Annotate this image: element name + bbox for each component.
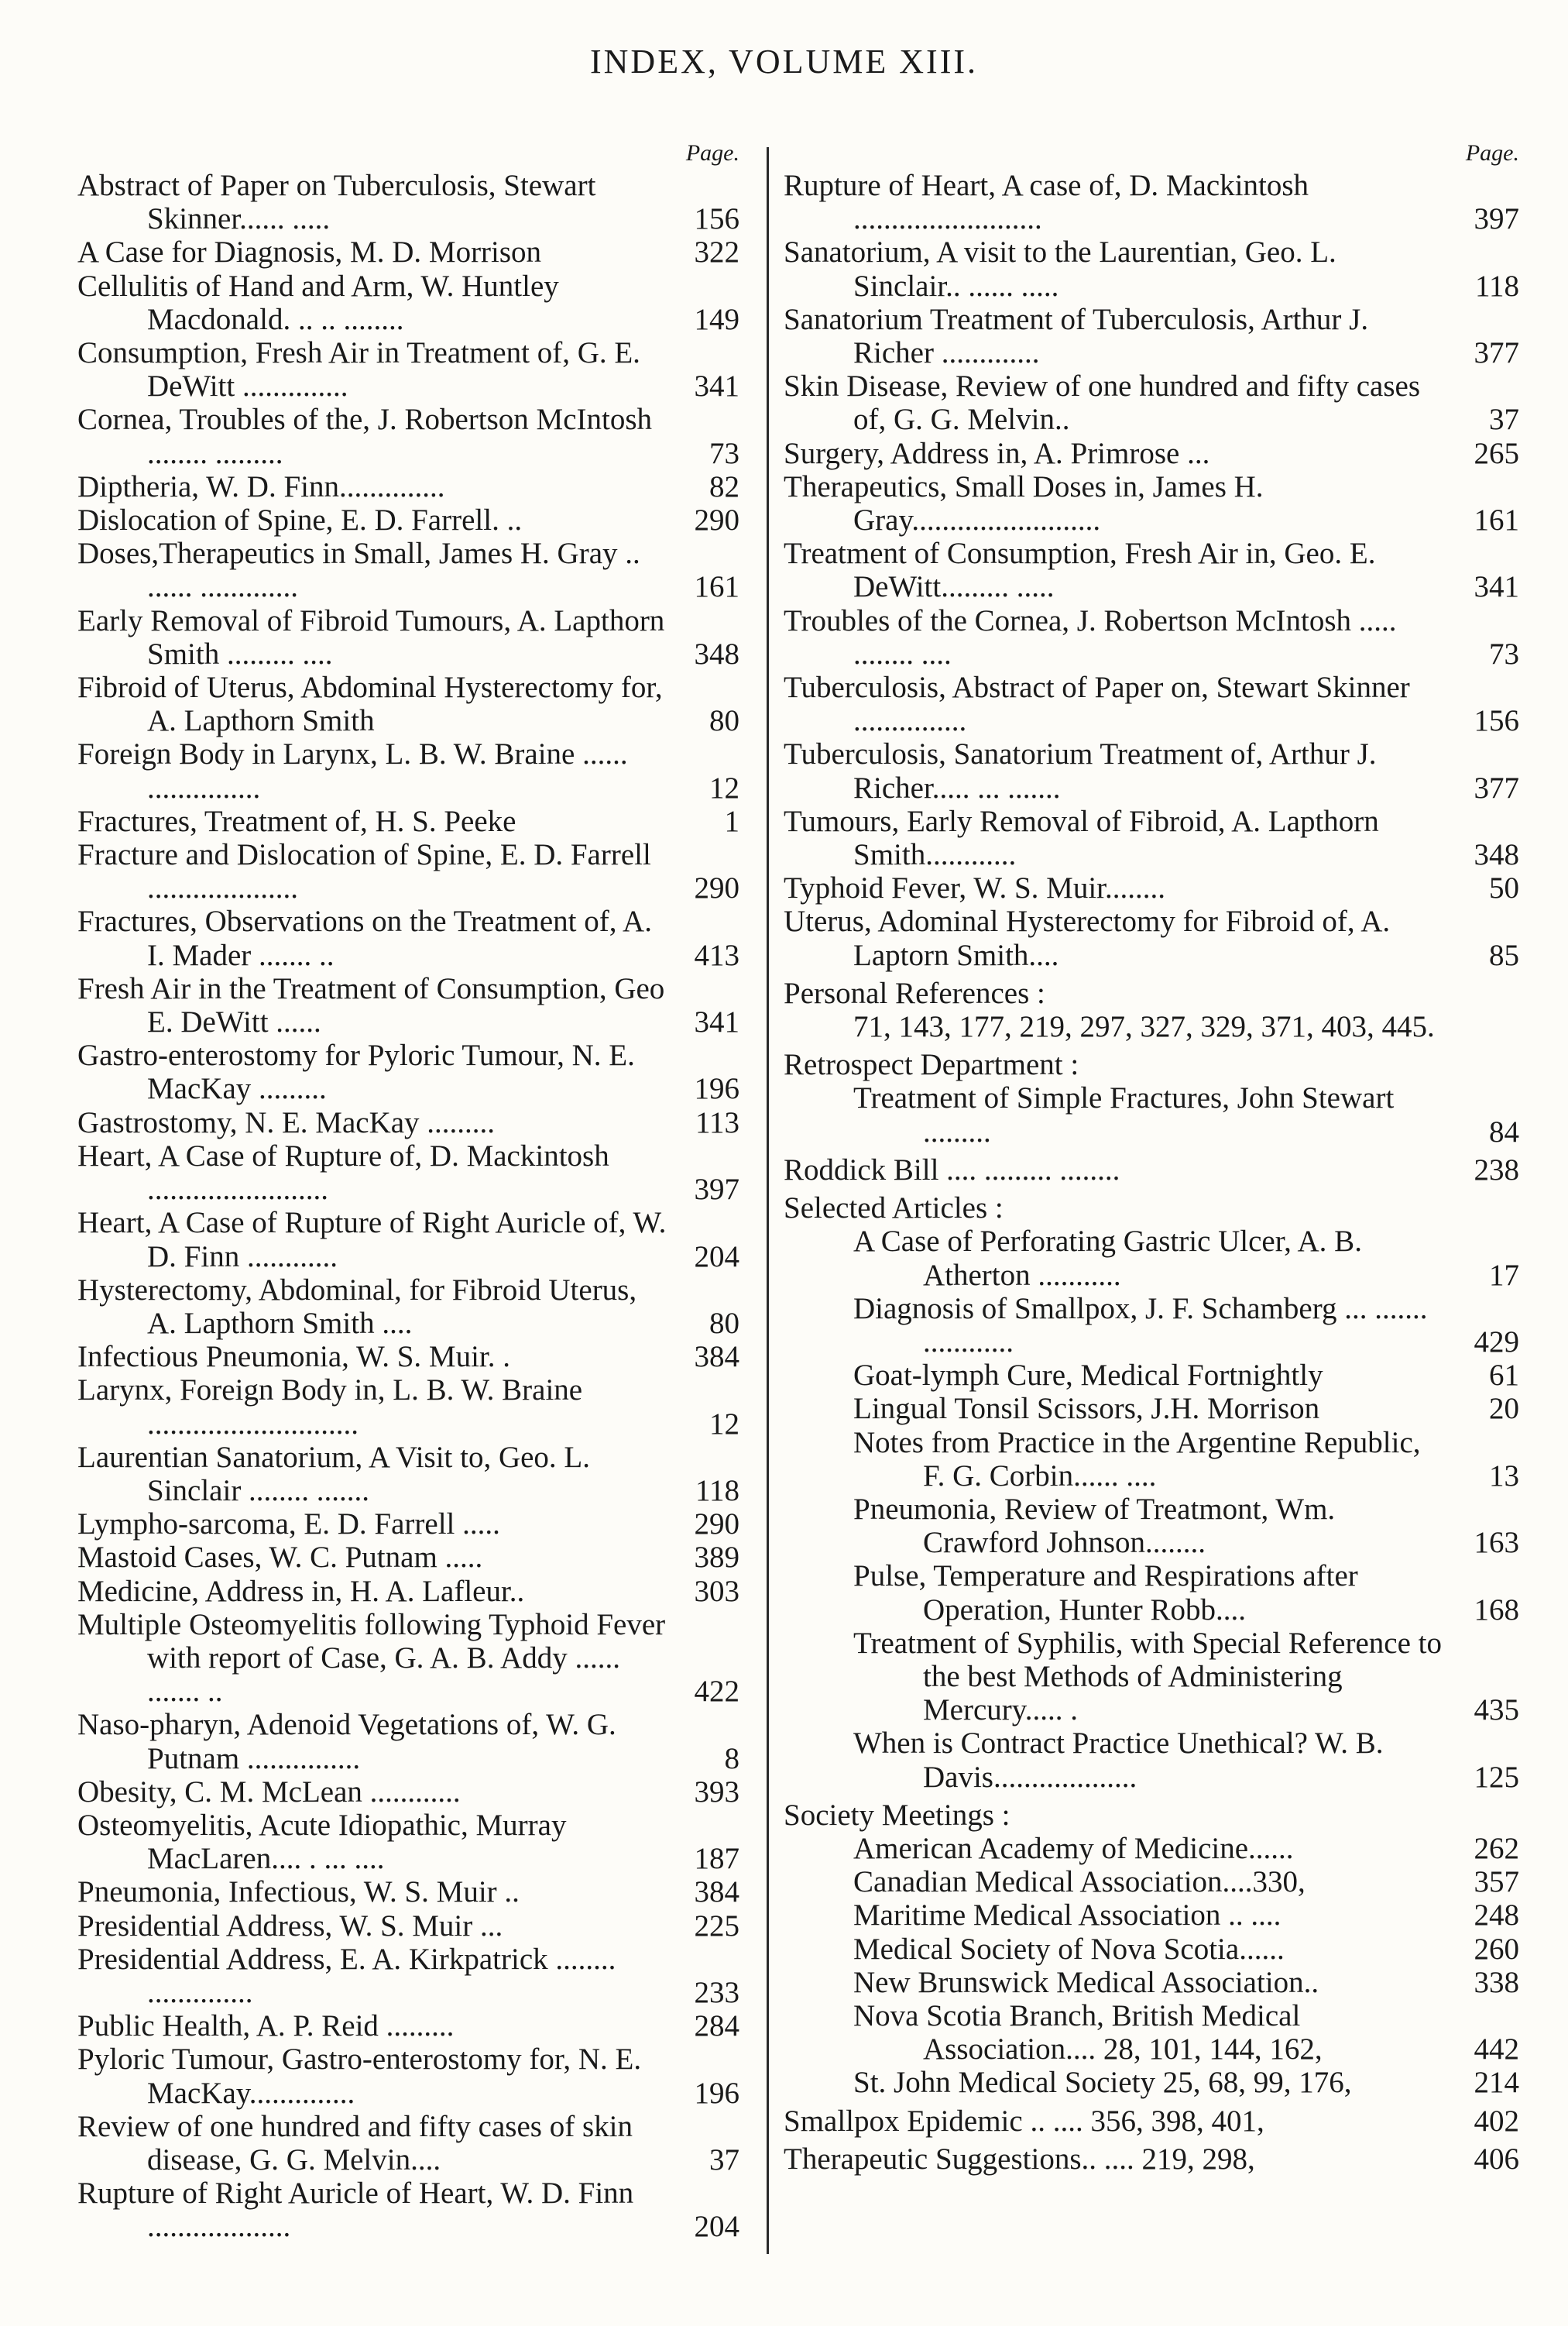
entry-page: 161: [1474, 503, 1519, 538]
entry-page: 290: [694, 1507, 739, 1541]
entry-text: Pulse, Temperature and Respirations after Operation, Hunter Robb....: [853, 1559, 1358, 1627]
entry-text: Smallpox Epidemic .. .... 356, 398, 401,: [784, 2104, 1264, 2138]
entry-page: 348: [1474, 838, 1519, 872]
index-entry: [77, 503, 739, 537]
entry-text: Medicine, Address in, H. A. Lafleur..: [77, 1574, 525, 1608]
entry-page: 149: [694, 302, 739, 336]
index-entry: [784, 1726, 1519, 1793]
entry-text: When is Contract Practice Unethical? W. B. Davis...................: [853, 1726, 1384, 1794]
entry-page: 422: [694, 1675, 739, 1709]
entry-page: 377: [1474, 771, 1519, 805]
column-divider: [767, 147, 769, 2254]
entry-text: Multiple Osteomyelitis following Typhoid Fever with report of Case, G. A. B. Addy ...... ....... ..: [77, 1607, 666, 1709]
entry-page: 20: [1489, 1392, 1519, 1426]
left-index-list: [77, 169, 739, 2244]
entry-page: 12: [709, 1407, 739, 1441]
entry-text: Pneumonia, Review of Treatmont, Wm. Crawford Johnson........: [853, 1492, 1336, 1560]
entry-page: 225: [694, 1909, 739, 1943]
retrospect-list: [784, 1081, 1519, 1148]
entry-text: Treatment of Syphilis, with Special Reference to the best Methods of Administering Mercury..... .: [853, 1626, 1442, 1727]
index-entry: [77, 1608, 739, 1709]
entry-page: 80: [709, 1306, 739, 1340]
entry-page: 303: [694, 1574, 739, 1608]
entry-page: 393: [694, 1775, 739, 1809]
index-entry: [784, 369, 1519, 436]
index-entry: [784, 2066, 1519, 2099]
index-entry: [77, 270, 739, 336]
index-entry: [784, 1865, 1519, 1898]
index-entry: [77, 2110, 739, 2177]
entry-page: 17: [1489, 1258, 1519, 1292]
entry-text: Cellulitis of Hand and Arm, W. Huntley Macdonald. .. .. ........: [77, 269, 559, 336]
entry-page: 8: [724, 1741, 739, 1775]
index-entry: [784, 470, 1519, 537]
entry-page: 1: [724, 804, 739, 838]
entry-text: Lympho-sarcoma, E. D. Farrell .....: [77, 1507, 500, 1541]
index-entry: [784, 1392, 1519, 1425]
entry-page: 85: [1489, 938, 1519, 972]
personal-references-pages: 71, 143, 177, 219, 297, 327, 329, 371, 403, 445.: [853, 1010, 1435, 1044]
entry-page: 322: [694, 235, 739, 270]
index-entry: [784, 1153, 1519, 1187]
right-index-list: [784, 169, 1519, 972]
entry-text: A Case for Diagnosis, M. D. Morrison: [77, 235, 542, 270]
index-entry: [784, 1081, 1519, 1148]
index-entry: [77, 1340, 739, 1373]
entry-text: Diptheria, W. D. Finn..............: [77, 469, 445, 503]
entry-text: Roddick Bill .... ......... ........: [784, 1153, 1120, 1187]
entry-text: Sanatorium, A visit to the Laurentian, Geo. L. Sinclair.. ...... .....: [784, 235, 1336, 303]
entry-text: Pyloric Tumour, Gastro-enterostomy for, N. E. MacKay..............: [77, 2043, 642, 2110]
entry-page: 204: [694, 1239, 739, 1273]
section-heading: Personal References :: [784, 976, 1045, 1010]
entry-text: Treatment of Consumption, Fresh Air in, Geo. E. DeWitt......... .....: [784, 537, 1376, 604]
retrospect-section: [784, 1048, 1519, 1149]
index-entry: [784, 1898, 1519, 1932]
page-title: INDEX, VOLUME XIII.: [590, 43, 978, 81]
entry-text: Early Removal of Fibroid Tumours, A. Lapthorn Smith ......... ....: [77, 603, 665, 671]
entry-page: 118: [1474, 269, 1519, 303]
left-column: [77, 138, 739, 2244]
index-entry: [77, 1507, 739, 1541]
entry-text: Dislocation of Spine, E. D. Farrell. ..: [77, 503, 523, 538]
entry-page: 214: [1474, 2066, 1519, 2100]
index-entry: [77, 1273, 739, 1340]
index-entry: [784, 1999, 1519, 2066]
section-heading: Society Meetings :: [784, 1798, 1010, 1832]
index-entry: [77, 336, 739, 403]
entry-text: Fracture and Dislocation of Spine, E. D. Farrell ....................: [77, 838, 651, 905]
entry-text: Maritime Medical Association .. ....: [853, 1898, 1282, 1933]
index-entry: [77, 972, 739, 1039]
entry-page: 13: [1489, 1458, 1519, 1493]
entry-page: 196: [694, 1072, 739, 1106]
entry-text: Nova Scotia Branch, British Medical Association.... 28, 101, 144, 162,: [853, 1998, 1323, 2067]
index-entry: [784, 604, 1519, 671]
entry-text: Canadian Medical Association....330,: [853, 1865, 1306, 1899]
entry-page: 262: [1474, 1831, 1519, 1865]
entry-page: 82: [709, 469, 739, 503]
entry-text: Rupture of Heart, A case of, D. Mackintosh .........................: [784, 169, 1309, 236]
entry-text: Sanatorium Treatment of Tuberculosis, Arthur J. Richer .............: [784, 302, 1369, 370]
index-entry: [77, 235, 739, 269]
page-column-header: Page.: [1465, 140, 1519, 166]
entry-text: Fractures, Observations on the Treatment of, A. I. Mader ....... ..: [77, 905, 652, 972]
page-column-header: Page.: [685, 140, 739, 166]
society-meetings-list: [784, 1832, 1519, 2100]
index-entry: [77, 1373, 739, 1440]
entry-text: Tuberculosis, Sanatorium Treatment of, Arthur J. Richer..... ... .......: [784, 737, 1377, 805]
entry-page: 113: [695, 1105, 739, 1139]
selected-articles-section: [784, 1191, 1519, 1794]
therapeutic-section: [784, 2142, 1519, 2176]
index-entry: [784, 737, 1519, 804]
entry-text: Rupture of Right Auricle of Heart, W. D. Finn ...................: [77, 2177, 634, 2244]
entry-text: American Academy of Medicine......: [853, 1831, 1294, 1865]
index-entry: [784, 2104, 1519, 2138]
entry-text: Infectious Pneumonia, W. S. Muir. .: [77, 1340, 510, 1374]
index-entry: [784, 1627, 1519, 1727]
entry-text: Foreign Body in Larynx, L. B. W. Braine ...... ...............: [77, 737, 628, 805]
entry-page: 156: [694, 202, 739, 236]
index-entry: [77, 671, 739, 737]
entry-text: Laurentian Sanatorium, A Visit to, Geo. L. Sinclair ........ .......: [77, 1440, 591, 1507]
entry-text: A Case of Perforating Gastric Ulcer, A. B. Atherton ...........: [853, 1225, 1362, 1292]
entry-page: 384: [694, 1340, 739, 1374]
entry-page: 161: [694, 570, 739, 604]
entry-text: Notes from Practice in the Argentine Republic, F. G. Corbin...... ....: [853, 1425, 1421, 1493]
entry-page: 37: [709, 2142, 739, 2177]
personal-references-section: [784, 977, 1519, 1043]
index-entry: [77, 1206, 739, 1273]
entry-page: 204: [694, 2210, 739, 2244]
entry-page: 61: [1489, 1359, 1519, 1393]
entry-text: Diagnosis of Smallpox, J. F. Schamberg ... ....... ............: [853, 1291, 1428, 1359]
index-entry: [77, 1106, 739, 1139]
index-entry: [77, 470, 739, 503]
index-entry: [77, 1943, 739, 2009]
entry-text: Abstract of Paper on Tuberculosis, Stewart Skinner...... .....: [77, 169, 596, 236]
index-entry: [77, 1809, 739, 1875]
entry-page: 377: [1474, 336, 1519, 370]
index-entry: [77, 838, 739, 905]
index-entry: [784, 437, 1519, 470]
smallpox-section: [784, 2104, 1519, 2138]
entry-text: New Brunswick Medical Association..: [853, 1965, 1319, 1999]
index-entry: [784, 871, 1519, 905]
entry-page: 260: [1474, 1932, 1519, 1966]
entry-page: 397: [1474, 202, 1519, 236]
index-entry: [784, 671, 1519, 737]
entry-text: Gastrostomy, N. E. MacKay .........: [77, 1105, 496, 1139]
entry-text: Presidential Address, W. S. Muir ...: [77, 1909, 503, 1943]
index-entry: [77, 537, 739, 603]
entry-text: Larynx, Foreign Body in, L. B. W. Braine ............................: [77, 1373, 583, 1441]
index-entry: [77, 1541, 739, 1574]
entry-text: Tuberculosis, Abstract of Paper on, Stewart Skinner ...............: [784, 671, 1410, 738]
entry-page: 341: [694, 1005, 739, 1039]
entry-page: 187: [694, 1842, 739, 1876]
index-entry: [784, 1966, 1519, 1999]
index-entry: [784, 303, 1519, 369]
entry-text: Gastro-enterostomy for Pyloric Tumour, N. E. MacKay .........: [77, 1039, 635, 1106]
entry-text: Typhoid Fever, W. S. Muir........: [784, 871, 1165, 905]
entry-page: 12: [709, 771, 739, 805]
entry-page: 37: [1489, 403, 1519, 437]
entry-text: Lingual Tonsil Scissors, J.H. Morrison: [853, 1392, 1320, 1426]
index-entry: [784, 537, 1519, 603]
index-entry: [784, 1225, 1519, 1291]
entry-text: Skin Disease, Review of one hundred and fifty cases of, G. G. Melvin..: [784, 369, 1421, 437]
index-entry: [784, 2142, 1519, 2176]
entry-text: Public Health, A. P. Reid .........: [77, 2009, 455, 2043]
entry-page: 168: [1474, 1592, 1519, 1627]
entry-page: 402: [1474, 2104, 1519, 2138]
entry-page: 284: [694, 2009, 739, 2043]
selected-articles-list: [784, 1225, 1519, 1793]
entry-page: 118: [695, 1473, 739, 1507]
entry-page: 248: [1474, 1898, 1519, 1933]
entry-text: Mastoid Cases, W. C. Putnam .....: [77, 1541, 483, 1575]
entry-text: Troubles of the Cornea, J. Robertson McIntosh ..... ........ ....: [784, 603, 1397, 671]
index-entry: [77, 1575, 739, 1608]
entry-text: St. John Medical Society 25, 68, 99, 176,: [853, 2066, 1352, 2100]
entry-text: Pneumonia, Infectious, W. S. Muir ..: [77, 1875, 520, 1909]
entry-text: Consumption, Fresh Air in Treatment of, G. E. DeWitt ..............: [77, 336, 640, 404]
entry-page: 442: [1474, 2032, 1519, 2067]
entry-page: 196: [694, 2076, 739, 2110]
entry-text: Cornea, Troubles of the, J. Robertson McIntosh ........ .........: [77, 403, 653, 470]
index-entry: [784, 1292, 1519, 1359]
entry-text: Doses,Therapeutics in Small, James H. Gray .. ...... .............: [77, 537, 640, 604]
index-entry: [77, 403, 739, 469]
entry-page: 389: [694, 1541, 739, 1575]
index-entry: [784, 1933, 1519, 1966]
entry-page: 125: [1474, 1760, 1519, 1794]
entry-text: Treatment of Simple Fractures, John Stewart .........: [853, 1081, 1395, 1149]
entry-page: 348: [694, 637, 739, 671]
index-entry: [77, 737, 739, 804]
entry-page: 341: [694, 369, 739, 404]
entry-text: Obesity, C. M. McLean ............: [77, 1775, 461, 1809]
index-entry: [784, 1493, 1519, 1559]
entry-page: 84: [1489, 1115, 1519, 1149]
entry-page: 73: [709, 436, 739, 470]
entry-page: 156: [1474, 704, 1519, 738]
entry-page: 163: [1474, 1526, 1519, 1560]
entry-text: Heart, A Case of Rupture of Right Auricle of, W. D. Finn ............: [77, 1206, 667, 1273]
index-entry: [77, 1909, 739, 1943]
entry-text: Medical Society of Nova Scotia......: [853, 1932, 1285, 1966]
entry-page: 413: [694, 938, 739, 972]
entry-page: 397: [694, 1173, 739, 1207]
index-entry: [77, 805, 739, 838]
entry-page: 338: [1474, 1965, 1519, 1999]
entry-text: Naso-pharyn, Adenoid Vegetations of, W. G. Putnam ...............: [77, 1708, 616, 1775]
entry-page: 357: [1474, 1865, 1519, 1899]
index-entry: [77, 1441, 739, 1507]
right-column: [784, 138, 1519, 2176]
entry-text: Osteomyelitis, Acute Idiopathic, Murray MacLaren.... . ... ....: [77, 1808, 567, 1876]
entry-page: 50: [1489, 871, 1519, 905]
entry-page: 233: [694, 1975, 739, 2009]
entry-text: Tumours, Early Removal of Fibroid, A. Lapthorn Smith............: [784, 804, 1379, 872]
entry-text: Fresh Air in the Treatment of Consumption, Geo E. DeWitt ......: [77, 971, 665, 1039]
entry-text: Review of one hundred and fifty cases of skin disease, G. G. Melvin....: [77, 2109, 633, 2177]
index-entry: [77, 1708, 739, 1775]
section-heading: Retrospect Department :: [784, 1048, 1079, 1082]
entry-text: Surgery, Address in, A. Primrose ...: [784, 436, 1210, 470]
entry-page: 238: [1474, 1153, 1519, 1187]
entry-text: Therapeutic Suggestions.. .... 219, 298,: [784, 2142, 1255, 2176]
index-entry: [784, 1426, 1519, 1493]
index-entry: [77, 1039, 739, 1105]
index-entry: [77, 905, 739, 971]
index-entry: [77, 2043, 739, 2109]
entry-page: 406: [1474, 2142, 1519, 2176]
entry-page: 435: [1474, 1693, 1519, 1727]
index-entry: [784, 235, 1519, 302]
entry-text: Uterus, Adominal Hysterectomy for Fibroid of, A. Laptorn Smith....: [784, 905, 1391, 972]
entry-text: Fibroid of Uterus, Abdominal Hysterectomy for, A. Lapthorn Smith: [77, 671, 663, 738]
entry-text: Presidential Address, E. A. Kirkpatrick ........ ..............: [77, 1942, 616, 2009]
entry-text: Fractures, Treatment of, H. S. Peeke: [77, 804, 516, 838]
index-entry: [77, 2009, 739, 2043]
entry-page: 265: [1474, 436, 1519, 470]
roddick-section: [784, 1153, 1519, 1187]
index-entry: [77, 604, 739, 671]
entry-text: Heart, A Case of Rupture of, D. Mackintosh ........................: [77, 1139, 609, 1207]
entry-text: Hysterectomy, Abdominal, for Fibroid Uterus, A. Lapthorn Smith ....: [77, 1273, 637, 1340]
index-entry: [784, 1359, 1519, 1392]
index-entry: [77, 1875, 739, 1909]
entry-page: 290: [694, 503, 739, 538]
index-entry: [77, 1139, 739, 1206]
index-entry: [784, 1832, 1519, 1865]
entry-page: 290: [694, 871, 739, 905]
entry-page: 73: [1489, 637, 1519, 671]
index-entry: [77, 1775, 739, 1809]
entry-text: Goat-lymph Cure, Medical Fortnightly: [853, 1359, 1323, 1393]
society-meetings-section: [784, 1799, 1519, 2100]
entry-page: 429: [1474, 1324, 1519, 1359]
entry-page: 341: [1474, 570, 1519, 604]
index-entry: [77, 169, 739, 235]
index-entry: [784, 805, 1519, 871]
entry-text: Therapeutics, Small Doses in, James H. Gray.........................: [784, 469, 1264, 538]
entry-page: 80: [709, 704, 739, 738]
section-heading: Selected Articles :: [784, 1191, 1004, 1225]
entry-page: 384: [694, 1875, 739, 1909]
index-entry: [784, 169, 1519, 235]
index-entry: [77, 2177, 739, 2243]
index-entry: [784, 905, 1519, 971]
index-entry: [784, 1559, 1519, 1626]
